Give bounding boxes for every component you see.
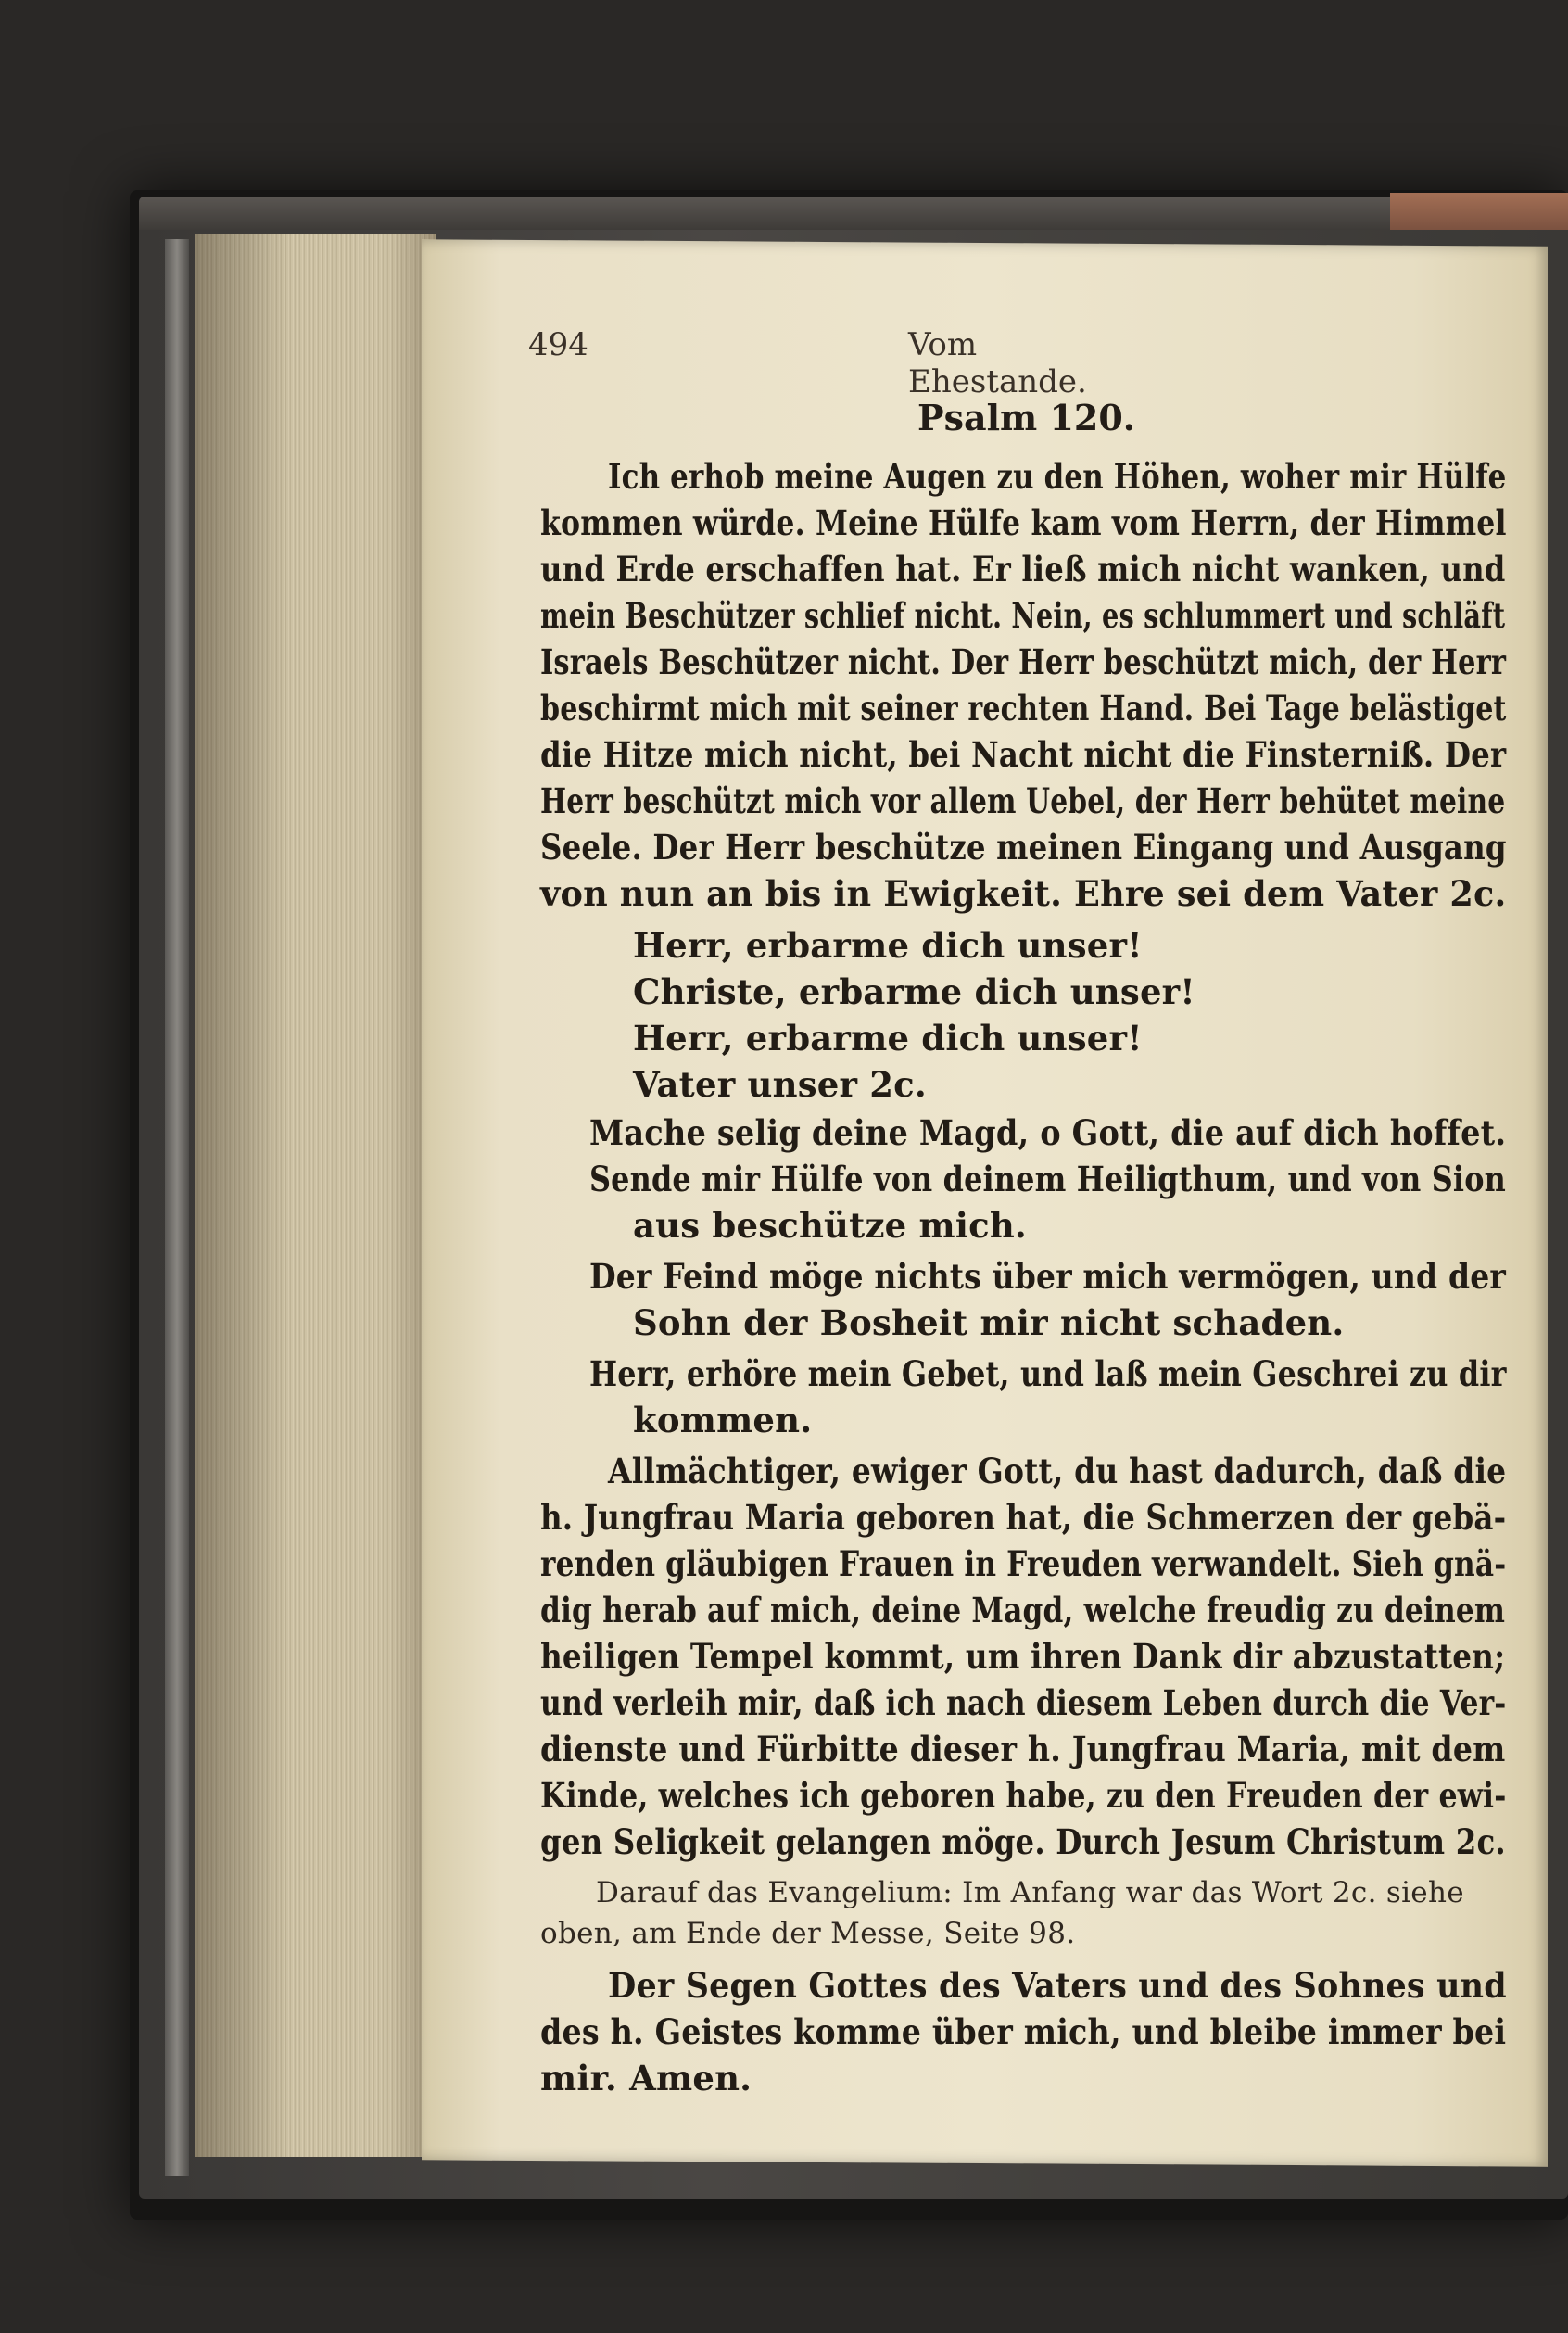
psalm-line: Ich erhob meine Augen zu den Höhen, woher mir Hülfe <box>608 456 1507 497</box>
blessing-line: mir. Amen. <box>540 2058 752 2098</box>
psalm-line: Herr beschützt mich vor allem Uebel, der Herr behütet meine <box>540 780 1506 821</box>
blessing-line: Der Segen Gottes des Vaters und des Sohnes und <box>608 1965 1507 2006</box>
prayer-line: gen Seligkeit gelangen möge. Durch Jesum Christum 2c. <box>540 1821 1506 1862</box>
prayer-line: Kinde, welches ich geboren habe, zu den Freuden der ewi- <box>540 1775 1507 1816</box>
versicle-line: Mache selig deine Magd, o Gott, die auf dich hoffet. <box>589 1112 1507 1153</box>
psalm-line: und Erde erschaffen hat. Er ließ mich nicht wanken, und <box>540 549 1506 590</box>
versicle-line: Der Feind möge nichts über mich vermögen, und der <box>589 1256 1506 1297</box>
psalm-line: die Hitze mich nicht, bei Nacht nicht die Finsterniß. Der <box>540 734 1507 775</box>
versicle-line: Sende mir Hülfe von deinem Heiligthum, und von Sion <box>589 1159 1506 1199</box>
psalm-line: beschirmt mich mit seiner rechten Hand. Bei Tage belästiget <box>540 688 1507 729</box>
prayer-line: dig herab auf mich, deine Magd, welche freudig zu deinem <box>540 1590 1506 1630</box>
versicle-line: Herr, erhöre mein Gebet, und laß mein Geschrei zu dir <box>589 1353 1507 1394</box>
prayer-line: renden gläubigen Frauen in Freuden verwandelt. Sieh gnä- <box>540 1543 1507 1584</box>
kyrie-line: Herr, erbarme dich unser! <box>633 925 1143 966</box>
kyrie-line: Herr, erbarme dich unser! <box>633 1018 1143 1059</box>
prayer-line: h. Jungfrau Maria geboren hat, die Schmerzen der gebä- <box>540 1497 1507 1538</box>
prayer-line: dienste und Fürbitte dieser h. Jungfrau Maria, mit dem <box>540 1729 1506 1769</box>
cover-corner <box>1390 193 1568 230</box>
prayer-line: und verleih mir, daß ich nach diesem Leben durch die Ver- <box>540 1682 1507 1723</box>
kyrie-line: Vater unser 2c. <box>633 1064 927 1105</box>
prayer-line: Allmächtiger, ewiger Gott, du hast dadurch, daß die <box>608 1451 1507 1491</box>
rubric-line: oben, am Ende der Messe, Seite 98. <box>540 1917 1076 1950</box>
running-title: Vom Ehestande. <box>908 326 1087 400</box>
psalm-line: Israels Beschützer nicht. Der Herr beschützt mich, der Herr <box>540 641 1507 682</box>
psalm-title: Psalm 120. <box>917 397 1136 438</box>
psalm-line: kommen würde. Meine Hülfe kam vom Herrn, der Himmel <box>540 502 1507 543</box>
page-block-shade <box>195 234 436 2157</box>
versicle-line: Sohn der Bosheit mir nicht schaden. <box>633 1302 1345 1343</box>
kyrie-line: Christe, erbarme dich unser! <box>633 971 1195 1012</box>
versicle-line: kommen. <box>633 1400 813 1440</box>
rubric-line: Darauf das Evangelium: Im Anfang war das Wort 2c. siehe <box>596 1876 1464 1909</box>
psalm-line: von nun an bis in Ewigkeit. Ehre sei dem Vater 2c. <box>540 873 1507 914</box>
prayer-line: heiligen Tempel kommt, um ihren Dank dir abzustatten; <box>540 1636 1506 1677</box>
psalm-line: Seele. Der Herr beschütze meinen Eingang und Ausgang <box>540 827 1507 868</box>
page-number: 494 <box>528 326 588 363</box>
page-header <box>528 326 1149 400</box>
blessing-line: des h. Geistes komme über mich, und bleibe immer bei <box>540 2011 1507 2052</box>
versicle-line: aus beschütze mich. <box>633 1205 1028 1246</box>
cover-top-edge <box>139 197 1568 230</box>
psalm-line: mein Beschützer schlief nicht. Nein, es schlummert und schläft <box>540 595 1506 636</box>
spine-strip <box>165 239 189 2176</box>
